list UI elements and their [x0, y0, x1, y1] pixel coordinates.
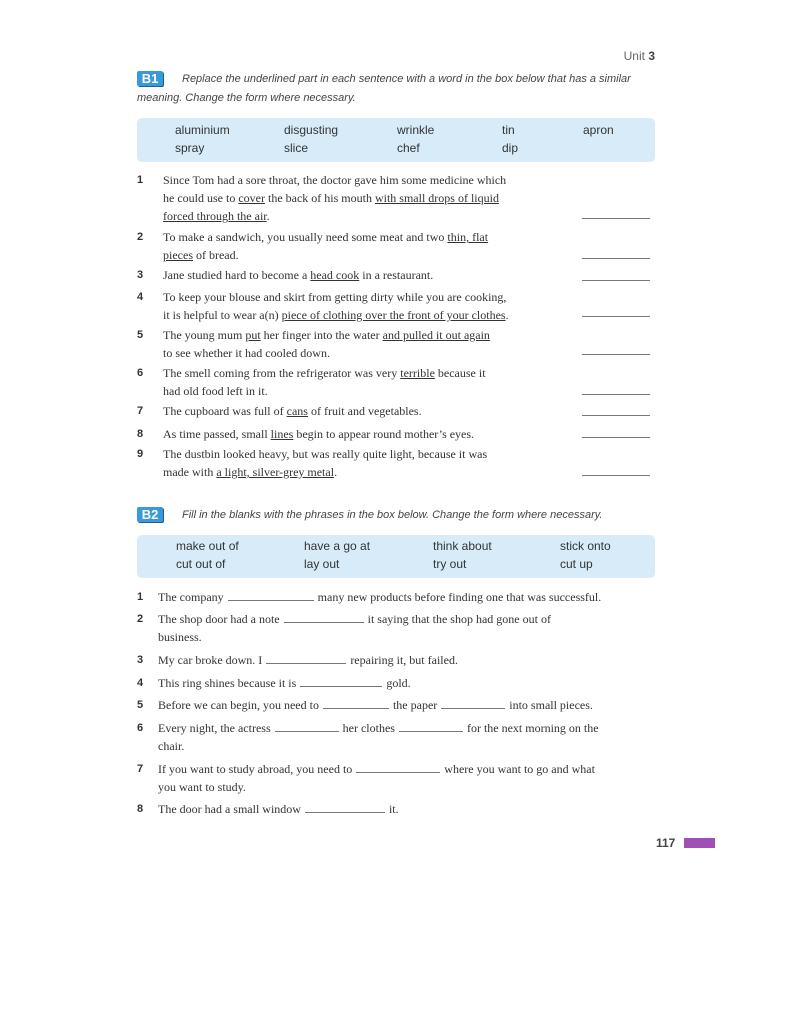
- item-number: 8: [137, 803, 144, 815]
- phrase-box-item: cut out of: [176, 557, 226, 571]
- text-segment: it is helpful to wear a(n): [163, 308, 282, 322]
- text-segment: repairing it, but failed.: [347, 653, 458, 667]
- text-segment: into small pieces.: [506, 698, 593, 712]
- answer-line[interactable]: [582, 218, 650, 219]
- text-segment: of bread.: [192, 248, 239, 262]
- phrase-box-item: have a go at: [304, 539, 371, 553]
- item-line: [163, 382, 486, 400]
- item-text: [158, 760, 595, 796]
- item-number: 5: [137, 699, 144, 711]
- item-line: [163, 266, 433, 284]
- item-line: [163, 344, 490, 362]
- item-text: [163, 445, 487, 481]
- item-number: 8: [137, 428, 144, 440]
- item-line: [163, 306, 509, 324]
- answer-line[interactable]: [582, 415, 650, 416]
- item-text: [158, 696, 593, 714]
- item-number: 2: [137, 613, 144, 625]
- underlined-phrase: head cook: [310, 268, 360, 282]
- underlined-phrase: put: [245, 328, 261, 342]
- item-line: [163, 364, 486, 382]
- text-segment: of fruit and vegetables.: [307, 404, 422, 418]
- text-segment: As time passed, small: [163, 427, 271, 441]
- phrase-box-item: cut up: [560, 557, 593, 571]
- fill-in-blank[interactable]: [323, 696, 389, 709]
- answer-line[interactable]: [582, 475, 650, 476]
- text-segment: Since Tom had a sore throat, the doctor gave him some medicine which: [163, 173, 507, 187]
- b2-instruction: Fill in the blanks with the phrases in the box below. Change the form where necessary.: [182, 509, 603, 521]
- item-text: [158, 800, 399, 818]
- item-line: [163, 171, 506, 189]
- word-box-item: disgusting: [284, 123, 339, 137]
- text-segment: it.: [385, 802, 399, 816]
- phrase-box-item: stick onto: [560, 539, 611, 553]
- item-line: [158, 719, 599, 737]
- item-text: [163, 402, 422, 420]
- text-segment: many new products before finding one that was successful.: [314, 590, 602, 604]
- item-number: 1: [137, 174, 144, 186]
- word-box-item: apron: [583, 123, 614, 137]
- item-text: [158, 674, 411, 692]
- item-line: [163, 189, 506, 207]
- item-line: [158, 588, 601, 606]
- text-segment: .: [505, 308, 509, 322]
- b2-phrase-box: [137, 535, 655, 578]
- text-segment: The shop door had a note: [158, 612, 283, 626]
- text-segment: it saying that the shop had gone out of: [364, 612, 551, 626]
- text-segment: The young mum: [163, 328, 246, 342]
- fill-in-blank[interactable]: [399, 719, 463, 732]
- text-segment: The smell coming from the refrigerator was very: [163, 366, 401, 380]
- item-number: 9: [137, 448, 144, 460]
- item-text: [158, 588, 601, 606]
- text-segment: .: [334, 465, 338, 479]
- underlined-phrase: a light, silver-grey metal: [216, 465, 335, 479]
- item-number: 6: [137, 722, 144, 734]
- underlined-phrase: thin, flat: [447, 230, 489, 244]
- underlined-phrase: with small drops of liquid: [374, 191, 499, 205]
- item-text: [163, 266, 433, 284]
- item-line: [163, 402, 422, 420]
- text-segment: he could use to: [163, 191, 239, 205]
- item-line: [158, 696, 593, 714]
- item-number: 4: [137, 677, 144, 689]
- item-number: 7: [137, 405, 144, 417]
- text-segment: the back of his mouth: [264, 191, 375, 205]
- item-line: [158, 628, 551, 646]
- text-segment: to see whether it had cooled down.: [163, 346, 330, 360]
- text-segment: you want to study.: [158, 780, 246, 794]
- item-line: [158, 800, 399, 818]
- text-segment: Every night, the actress: [158, 721, 274, 735]
- text-segment: My car broke down. I: [158, 653, 266, 667]
- item-text: [163, 288, 509, 324]
- phrase-box-item: lay out: [304, 557, 340, 571]
- item-number: 4: [137, 291, 144, 303]
- text-segment: in a restaurant.: [359, 268, 434, 282]
- word-box-item: aluminium: [175, 123, 230, 137]
- underlined-phrase: and pulled it out again: [382, 328, 490, 342]
- answer-line[interactable]: [582, 354, 650, 355]
- item-number: 3: [137, 654, 144, 666]
- unit-number: 3: [648, 49, 655, 63]
- text-segment: had old food left in it.: [163, 384, 268, 398]
- item-line: [158, 610, 551, 628]
- text-segment: begin to appear round mother’s eyes.: [293, 427, 475, 441]
- word-box-item: wrinkle: [397, 123, 435, 137]
- text-segment: her clothes: [339, 721, 398, 735]
- answer-line[interactable]: [582, 258, 650, 259]
- text-segment: business.: [158, 630, 202, 644]
- answer-line[interactable]: [582, 280, 650, 281]
- underlined-phrase: cans: [286, 404, 308, 418]
- item-number: 3: [137, 269, 144, 281]
- answer-line[interactable]: [582, 394, 650, 395]
- item-text: [163, 326, 490, 362]
- item-text: [163, 171, 506, 225]
- b2-badge: B2: [137, 507, 163, 522]
- b1-badge: B1: [137, 71, 163, 86]
- underlined-phrase: terrible: [400, 366, 435, 380]
- text-segment: The company: [158, 590, 227, 604]
- item-line: [158, 760, 595, 778]
- item-number: 5: [137, 329, 144, 341]
- item-text: [163, 228, 488, 264]
- text-segment: where you want to go and what: [441, 762, 595, 776]
- word-box-item: chef: [397, 141, 420, 155]
- text-segment: her finger into the water: [260, 328, 383, 342]
- text-segment: Before we can begin, you need to: [158, 698, 322, 712]
- item-text: [163, 364, 486, 400]
- item-text: [158, 610, 551, 646]
- word-box-item: spray: [175, 141, 205, 155]
- item-line: [163, 246, 488, 264]
- text-segment: The cupboard was full of: [163, 404, 287, 418]
- word-box-item: slice: [284, 141, 309, 155]
- text-segment: chair.: [158, 739, 185, 753]
- item-text: [163, 425, 474, 443]
- unit-word: Unit: [623, 49, 645, 63]
- text-segment: Jane studied hard to become a: [163, 268, 311, 282]
- word-box-item: dip: [502, 141, 519, 155]
- unit-label: [624, 49, 655, 63]
- page-number-bar: [684, 838, 715, 848]
- item-number: 1: [137, 591, 144, 603]
- item-number: 2: [137, 231, 144, 243]
- text-segment: If you want to study abroad, you need to: [158, 762, 356, 776]
- underlined-phrase: forced through the air: [163, 209, 267, 223]
- item-line: [163, 228, 488, 246]
- fill-in-blank[interactable]: [356, 760, 440, 773]
- item-line: [163, 425, 474, 443]
- b1-word-box: [137, 118, 655, 162]
- item-line: [158, 674, 411, 692]
- fill-in-blank[interactable]: [300, 674, 382, 687]
- answer-line[interactable]: [582, 437, 650, 438]
- item-text: [158, 719, 599, 755]
- item-line: [163, 463, 487, 481]
- word-box-item: tin: [502, 123, 515, 137]
- text-segment: To keep your blouse and skirt from getting dirty while you are cooking,: [163, 290, 507, 304]
- fill-in-blank[interactable]: [275, 719, 339, 732]
- underlined-phrase: lines: [270, 427, 294, 441]
- b1-instruction-line2: meaning. Change the form where necessary.: [137, 92, 356, 104]
- phrase-box-item: think about: [433, 539, 492, 553]
- text-segment: gold.: [383, 676, 411, 690]
- item-number: 6: [137, 367, 144, 379]
- text-segment: made with: [163, 465, 217, 479]
- item-line: [163, 207, 506, 225]
- fill-in-blank[interactable]: [266, 651, 346, 664]
- fill-in-blank[interactable]: [305, 800, 385, 813]
- fill-in-blank[interactable]: [284, 610, 364, 623]
- underlined-phrase: pieces: [163, 248, 193, 262]
- item-line: [158, 651, 458, 669]
- text-segment: The door had a small window: [158, 802, 304, 816]
- text-segment: the paper: [389, 698, 441, 712]
- b1-instruction-line1: Replace the underlined part in each sentence with a word in the box below that has a similar: [182, 73, 631, 85]
- answer-line[interactable]: [582, 316, 650, 317]
- underlined-phrase: piece of clothing over the front of your clothes: [281, 308, 506, 322]
- item-number: 7: [137, 763, 144, 775]
- fill-in-blank[interactable]: [441, 696, 505, 709]
- phrase-box-item: make out of: [176, 539, 239, 553]
- text-segment: .: [266, 209, 270, 223]
- item-line: [158, 778, 595, 796]
- item-line: [163, 326, 490, 344]
- fill-in-blank[interactable]: [228, 588, 314, 601]
- underlined-phrase: cover: [238, 191, 265, 205]
- item-line: [158, 737, 599, 755]
- text-segment: This ring shines because it is: [158, 676, 300, 690]
- text-segment: because it: [434, 366, 486, 380]
- page-number: 117: [656, 836, 676, 850]
- text-segment: To make a sandwich, you usually need some meat and two: [163, 230, 448, 244]
- text-segment: The dustbin looked heavy, but was really quite light, because it was: [163, 447, 488, 461]
- item-text: [158, 651, 458, 669]
- item-line: [163, 288, 509, 306]
- item-line: [163, 445, 487, 463]
- text-segment: for the next morning on the: [463, 721, 599, 735]
- phrase-box-item: try out: [433, 557, 467, 571]
